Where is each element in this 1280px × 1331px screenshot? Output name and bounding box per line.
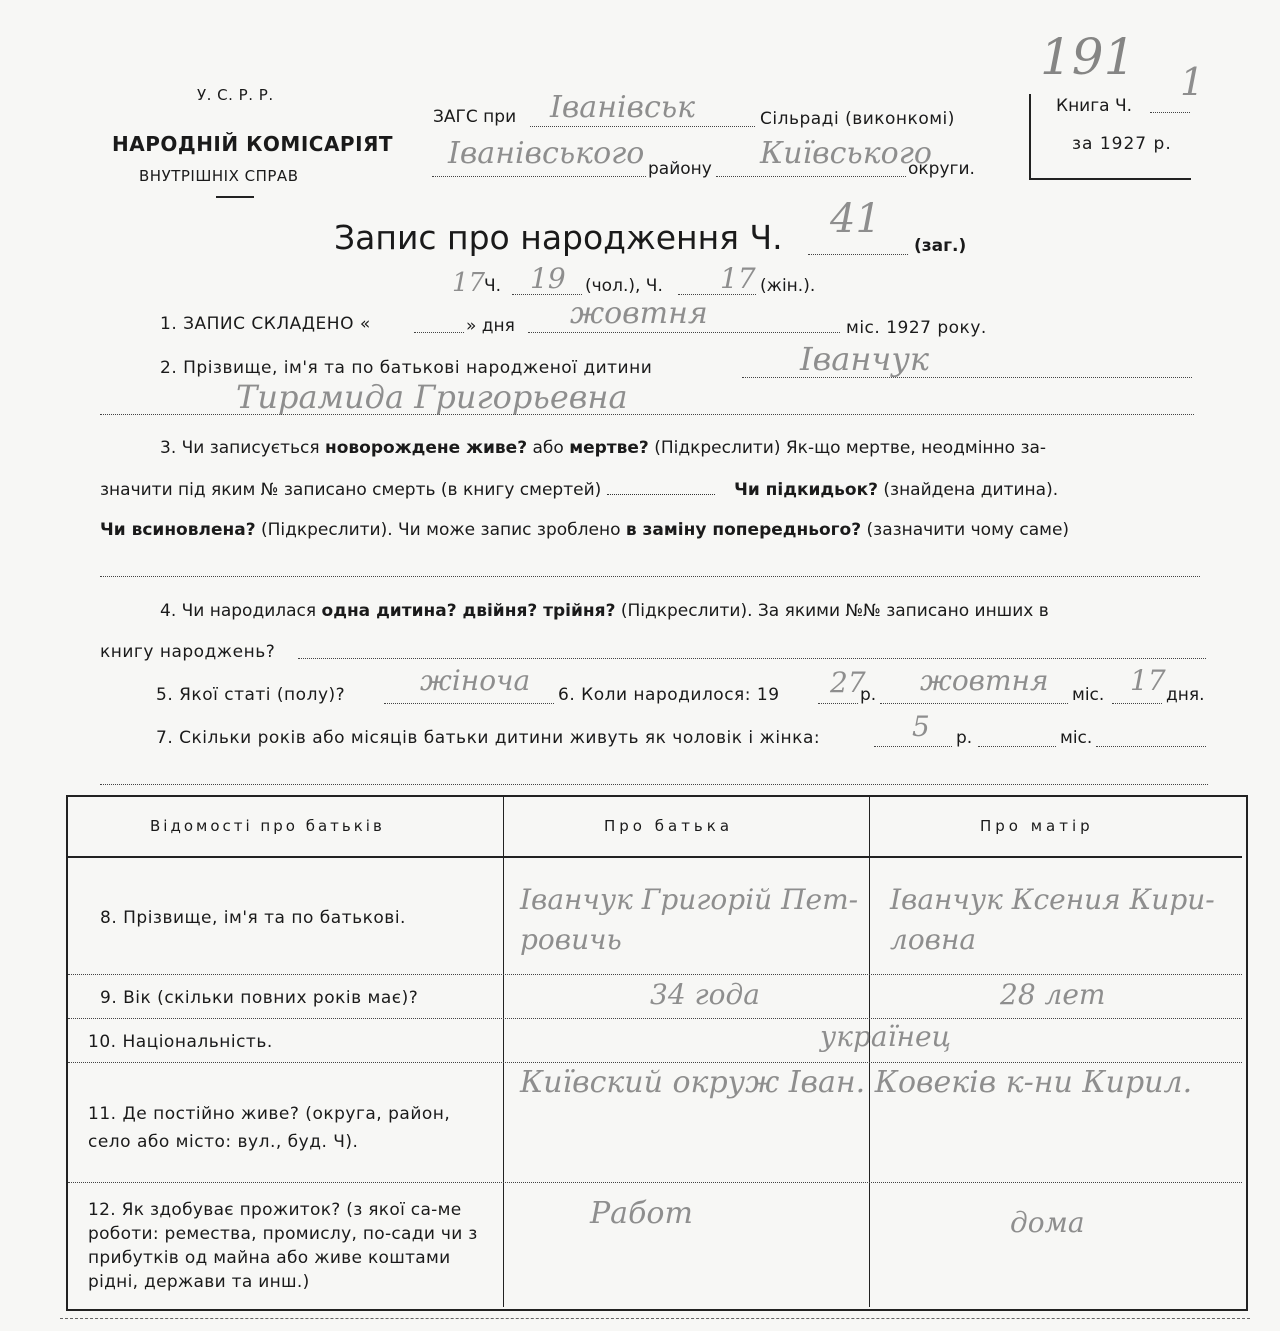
field2-line1 — [742, 377, 1192, 378]
field3-line2-c: (знайдена дитина). — [883, 480, 1059, 500]
zags-village-handwriting: Іванівськ — [550, 90, 696, 125]
council-label: Сільраді (виконкомі) — [760, 109, 955, 129]
male-label-prefix: Ч. — [484, 276, 502, 296]
field2-name-handwriting: Тирамида Григорьевна — [236, 378, 628, 416]
male-count-handwriting: 19 — [530, 262, 566, 295]
table-col-divider-1 — [503, 797, 504, 1307]
book-label: Книга Ч. — [1056, 96, 1133, 116]
row11-label: 11. Де постійно живе? (округа, район, село або місто: вул., буд. Ч). — [88, 1104, 451, 1152]
ministry-subtitle: ВНУТРІШНІХ СПРАВ — [139, 167, 299, 185]
district-label: району — [648, 159, 712, 179]
okrug-label: округи. — [908, 159, 975, 179]
male-prefix-handwriting: 17 — [452, 268, 486, 298]
field3-replacement: в заміну попереднього? — [625, 520, 862, 540]
row8-mother-handwriting: Іванчук Ксения Кири-ловна — [890, 883, 1215, 956]
sheet-number-handwriting: 191 — [1040, 28, 1136, 86]
field3-adopted: Чи всиновлена? — [100, 520, 256, 540]
field3-line2-a: значити під яким № записано смерть (в книгу смертей) — [100, 480, 602, 500]
field7-years-line — [874, 746, 952, 747]
field2-line2 — [100, 414, 1194, 415]
row-separator-8 — [68, 974, 1242, 975]
row12-father-handwriting: Работ — [590, 1196, 693, 1231]
female-line — [678, 294, 756, 295]
female-label: (жін.). — [760, 276, 816, 296]
usrr-label: У. С. Р. Р. — [197, 86, 274, 104]
zags-label: ЗАГС при — [433, 107, 517, 127]
page-bottom-edge — [60, 1318, 1250, 1319]
row9-label: 9. Вік (скільки повних років має)? — [100, 988, 419, 1008]
field7-line2 — [100, 784, 1208, 785]
field7-label: 7. Скільки років або місяців батьки дитини живуть як чоловік і жінка: — [156, 728, 821, 748]
field3-line3 — [100, 520, 1069, 540]
header-mother: Про матір — [980, 817, 1094, 835]
field3-or: або — [532, 438, 564, 458]
row8-label: 8. Прізвище, ім'я та по батькові. — [100, 908, 406, 928]
page-title: Запис про народження Ч. — [334, 218, 783, 257]
district-handwriting: Іванівського — [448, 136, 645, 171]
record-number-handwriting: 41 — [830, 196, 881, 242]
row11-father-handwriting: Київский окруж Іван. Ковеків к-ни Кирил. — [520, 1065, 1193, 1100]
header-parents-info: Відомості про батьків — [150, 817, 385, 835]
field7-tail-line — [1096, 746, 1206, 747]
record-number-line — [808, 254, 908, 255]
field7-months-line — [978, 746, 1056, 747]
field4-line — [298, 658, 1206, 659]
field5-handwriting: жіноча — [420, 664, 531, 697]
row-separator-11 — [68, 1182, 1242, 1183]
field3-dead: мертве? — [569, 438, 649, 458]
field1-month-line — [528, 332, 840, 333]
field4-a: 4. Чи народилася — [160, 601, 317, 621]
table-header-rule — [68, 856, 1242, 858]
header-father: Про батька — [604, 817, 734, 835]
field6-month-line — [880, 703, 1068, 704]
header-rule — [216, 196, 254, 198]
row9-father-handwriting: 34 года — [650, 978, 760, 1011]
female-count-handwriting: 17 — [720, 262, 756, 295]
male-label: (чол.), Ч. — [585, 276, 663, 296]
male-line — [512, 294, 582, 295]
field2-surname-handwriting: Іванчук — [800, 340, 929, 378]
row8-father-handwriting: Іванчук Григорій Пет-ровичь — [520, 883, 859, 956]
field6-mis: міс. — [1072, 685, 1105, 705]
field1-prefix: 1. ЗАПИС СКЛАДЕНО « — [160, 314, 371, 334]
field3-line1 — [160, 438, 1046, 458]
field3-line2 — [100, 480, 1058, 500]
book-line — [1150, 112, 1190, 113]
title-suffix: (заг.) — [914, 236, 967, 256]
field5-label: 5. Якої статі (полу)? — [156, 685, 346, 705]
district-line — [432, 176, 646, 177]
field1-mid: » дня — [466, 316, 515, 336]
field3-death-line — [607, 493, 715, 495]
book-number-handwriting: 1 — [1180, 60, 1205, 104]
field6-label: 6. Коли народилося: 19 — [558, 685, 780, 705]
row-separator-10 — [68, 1062, 1242, 1063]
row10-father-handwriting: українец — [820, 1020, 952, 1053]
field5-line — [384, 703, 554, 704]
field4-line1 — [160, 601, 1049, 621]
book-box-bottom — [1029, 178, 1191, 180]
row12-mother-handwriting: дома — [1010, 1206, 1085, 1239]
field6-dnia: дня. — [1166, 685, 1205, 705]
field6-r: р. — [860, 685, 877, 705]
zags-line — [530, 126, 755, 127]
field4-line2: книгу народжень? — [100, 642, 276, 662]
field6-day-line — [1112, 703, 1162, 704]
field1-day-line — [414, 332, 464, 333]
ministry-title: НАРОДНІЙ КОМІСАРІЯТ — [112, 132, 394, 156]
book-box-left — [1029, 94, 1031, 180]
row10-label: 10. Національність. — [88, 1032, 273, 1052]
field3-alive: новорождене живе? — [325, 438, 528, 458]
field7-mis: міс. — [1060, 728, 1093, 748]
field7-r: р. — [956, 728, 973, 748]
field3-foundling: Чи підкидьок? — [734, 480, 878, 500]
field6-year-handwriting: 27 — [830, 666, 866, 699]
field6-year-line — [818, 703, 858, 704]
field2-label: 2. Прізвище, ім'я та по батькові народженої дитини — [160, 358, 653, 378]
book-year: за 1927 р. — [1072, 134, 1172, 154]
field3-line4 — [100, 576, 1200, 577]
okrug-line — [716, 176, 906, 177]
field4-c: (Підкреслити). За якими №№ записано инших в — [620, 601, 1049, 621]
field3-line3-d: (зазначити чому саме) — [866, 520, 1070, 540]
field4-options: одна дитина? двійня? трійня? — [321, 601, 616, 621]
field3-e: (Підкреслити) Як-що мертве, неодмінно за- — [654, 438, 1047, 458]
field7-years-handwriting: 5 — [912, 710, 930, 743]
field3-a: 3. Чи записується — [160, 438, 320, 458]
field1-month-handwriting: жовтня — [570, 296, 708, 331]
field6-month-handwriting: жовтня — [920, 664, 1049, 697]
row12-label: 12. Як здобуває прожиток? (з якої са-ме роботи: ремества, промислу, по-сади чи з прибутків од майна або живе коштами рідні, держави та инш.) — [88, 1200, 478, 1292]
okrug-handwriting: Київського — [760, 136, 932, 171]
field6-day-handwriting: 17 — [1130, 664, 1166, 697]
field3-line3-b: (Підкреслити). Чи може запис зроблено — [260, 520, 621, 540]
row-separator-9 — [68, 1018, 1242, 1019]
field1-suffix: міс. 1927 року. — [846, 318, 987, 338]
row9-mother-handwriting: 28 лет — [1000, 978, 1106, 1011]
